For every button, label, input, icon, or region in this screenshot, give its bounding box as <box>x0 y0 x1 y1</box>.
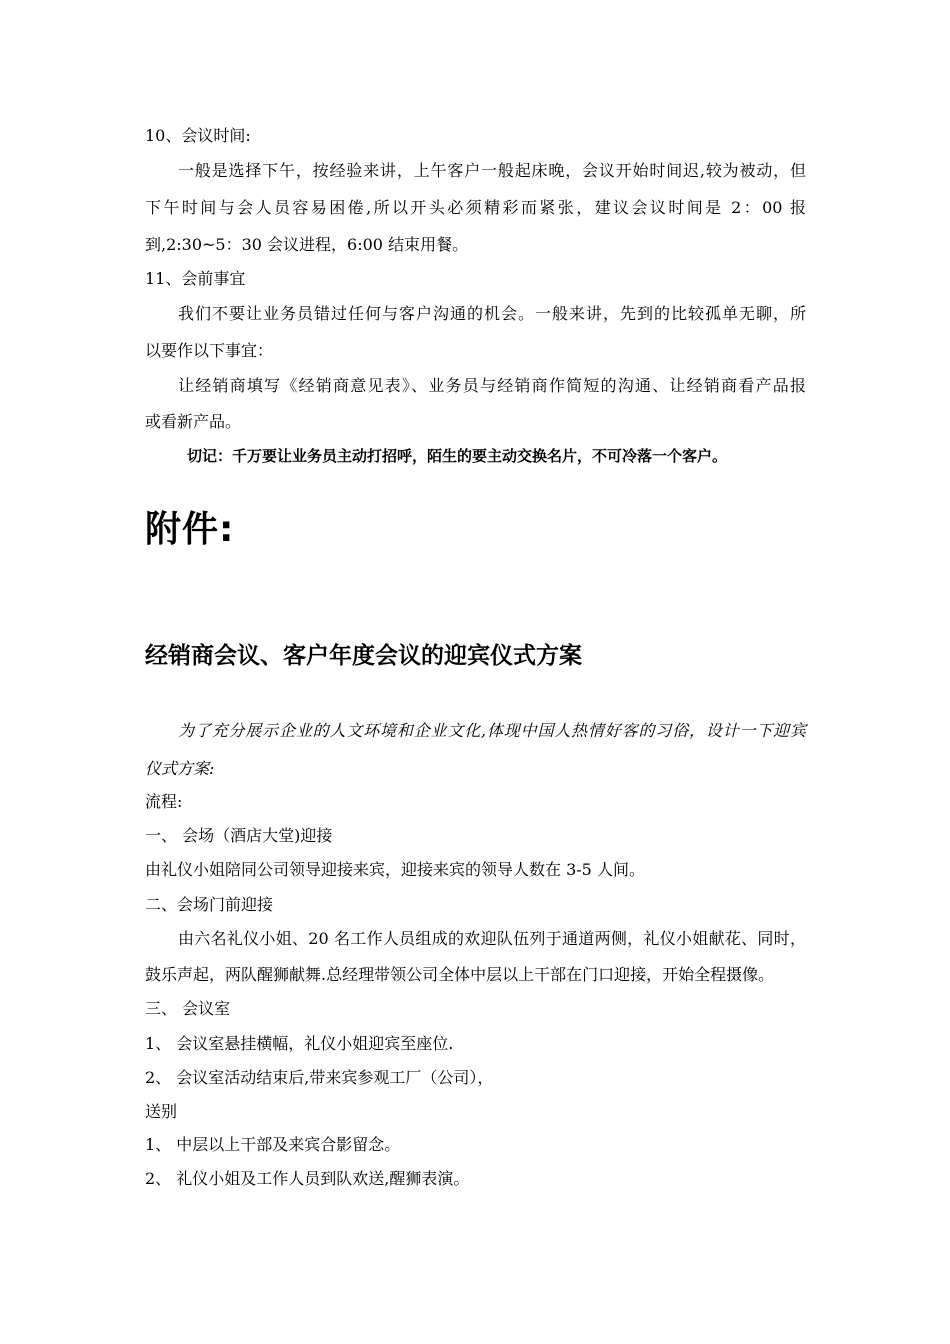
step2-text-line: 由六名礼仪小姐、20 名工作人员组成的欢迎队伍列于通道两侧，礼仪小姐献花、同时， <box>178 929 806 948</box>
heading-pre-meeting: 11、会前事宜 <box>145 269 246 288</box>
intro-line: 仪式方案: <box>145 759 215 778</box>
paragraph-line: 以要作以下事宜： <box>145 341 274 360</box>
reminder-note: 切记：千万要让业务员主动打招呼，陌生的要主动交换名片，不可冷落一个客户。 <box>187 447 728 465</box>
flow-label: 流程: <box>145 792 183 811</box>
paragraph-line: 我们不要让业务员错过任何与客户沟通的机会。一般来讲，先到的比较孤单无聊，所 <box>178 304 806 323</box>
plan-title: 经销商会议、客户年度会议的迎宾仪式方案 <box>145 643 582 669</box>
paragraph-line: 一般是选择下午，按经验来讲，上午客户一般起床晚，会议开始时间迟,较为被动，但 <box>178 161 806 180</box>
intro-line: 为了充分展示企业的人文环境和企业文化,体现中国人热情好客的习俗，设计一下迎宾 <box>178 721 806 740</box>
paragraph-line: 下午时间与会人员容易困倦,所以开头必须精彩而紧张，建议会议时间是 2：00 报 <box>145 198 806 217</box>
attachment-label: 附件: <box>145 509 235 550</box>
paragraph-line: 到,2:30~5：30 会议进程，6:00 结束用餐。 <box>145 235 469 254</box>
farewell-item: 1、 中层以上干部及来宾合影留念。 <box>145 1135 401 1154</box>
step3-item: 2、 会议室活动结束后,带来宾参观工厂（公司）， <box>145 1068 494 1087</box>
step2-title: 二、会场门前迎接 <box>145 895 274 914</box>
farewell-label: 送别 <box>145 1102 178 1121</box>
heading-meeting-time: 10、会议时间: <box>145 126 251 145</box>
farewell-item: 2、 礼仪小姐及工作人员到队欢送,醒狮表演。 <box>145 1169 470 1188</box>
step1-title: 一、 会场（酒店大堂)迎接 <box>145 826 333 845</box>
step2-text-line: 鼓乐声起，两队醒狮献舞.总经理带领公司全体中层以上干部在门口迎接，开始全程摄像。 <box>145 965 775 984</box>
paragraph-line: 或看新产品。 <box>145 412 242 431</box>
paragraph-line: 让经销商填写《经销商意见表》、业务员与经销商作简短的沟通、让经销商看产品报 <box>178 376 806 395</box>
step3-item: 1、 会议室悬挂横幅，礼仪小姐迎宾至座位. <box>145 1034 454 1053</box>
step1-text: 由礼仪小姐陪同公司领导迎接来宾，迎接来宾的领导人数在 3-5 人间。 <box>145 860 645 879</box>
step3-title: 三、 会议室 <box>145 999 231 1018</box>
